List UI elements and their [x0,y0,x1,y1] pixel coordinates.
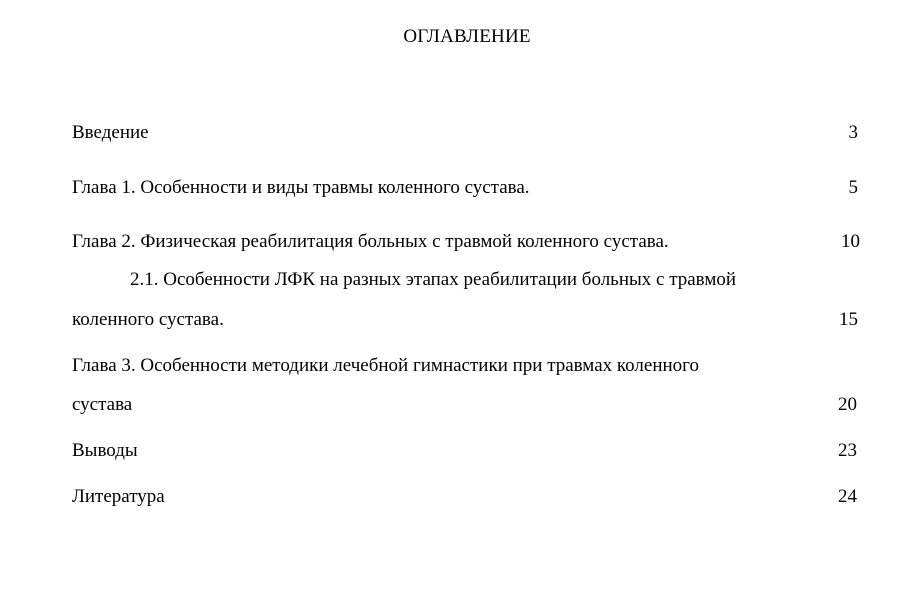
toc-entry-section-2-1-continued: коленного сустава. [72,309,224,330]
toc-entry-introduction: Введение [72,122,149,143]
toc-page-section-2-1: 15 [839,309,858,330]
toc-entry-chapter-1: Глава 1. Особенности и виды травмы коленного сустава. [72,177,530,198]
page-title: ОГЛАВЛЕНИЕ [403,26,531,47]
toc-entry-chapter-3: Глава 3. Особенности методики лечебной гимнастики при травмах коленного [72,355,699,376]
toc-entry-literature: Литература [72,486,165,507]
toc-page-literature: 24 [838,486,857,507]
toc-entry-chapter-3-continued: сустава [72,394,133,415]
toc-entry-conclusions: Выводы [72,440,138,461]
toc-page-chapter-1: 5 [848,177,858,198]
toc-entry-chapter-2: Глава 2. Физическая реабилитация больных с травмой коленного сустава. [72,231,669,252]
toc-page-introduction: 3 [848,122,858,143]
toc-page-conclusions: 23 [838,440,857,461]
toc-page-chapter-3: 20 [838,394,857,415]
toc-entry-section-2-1: 2.1. Особенности ЛФК на разных этапах реабилитации больных с травмой [130,269,737,290]
toc-page-chapter-2: 10 [841,231,860,252]
